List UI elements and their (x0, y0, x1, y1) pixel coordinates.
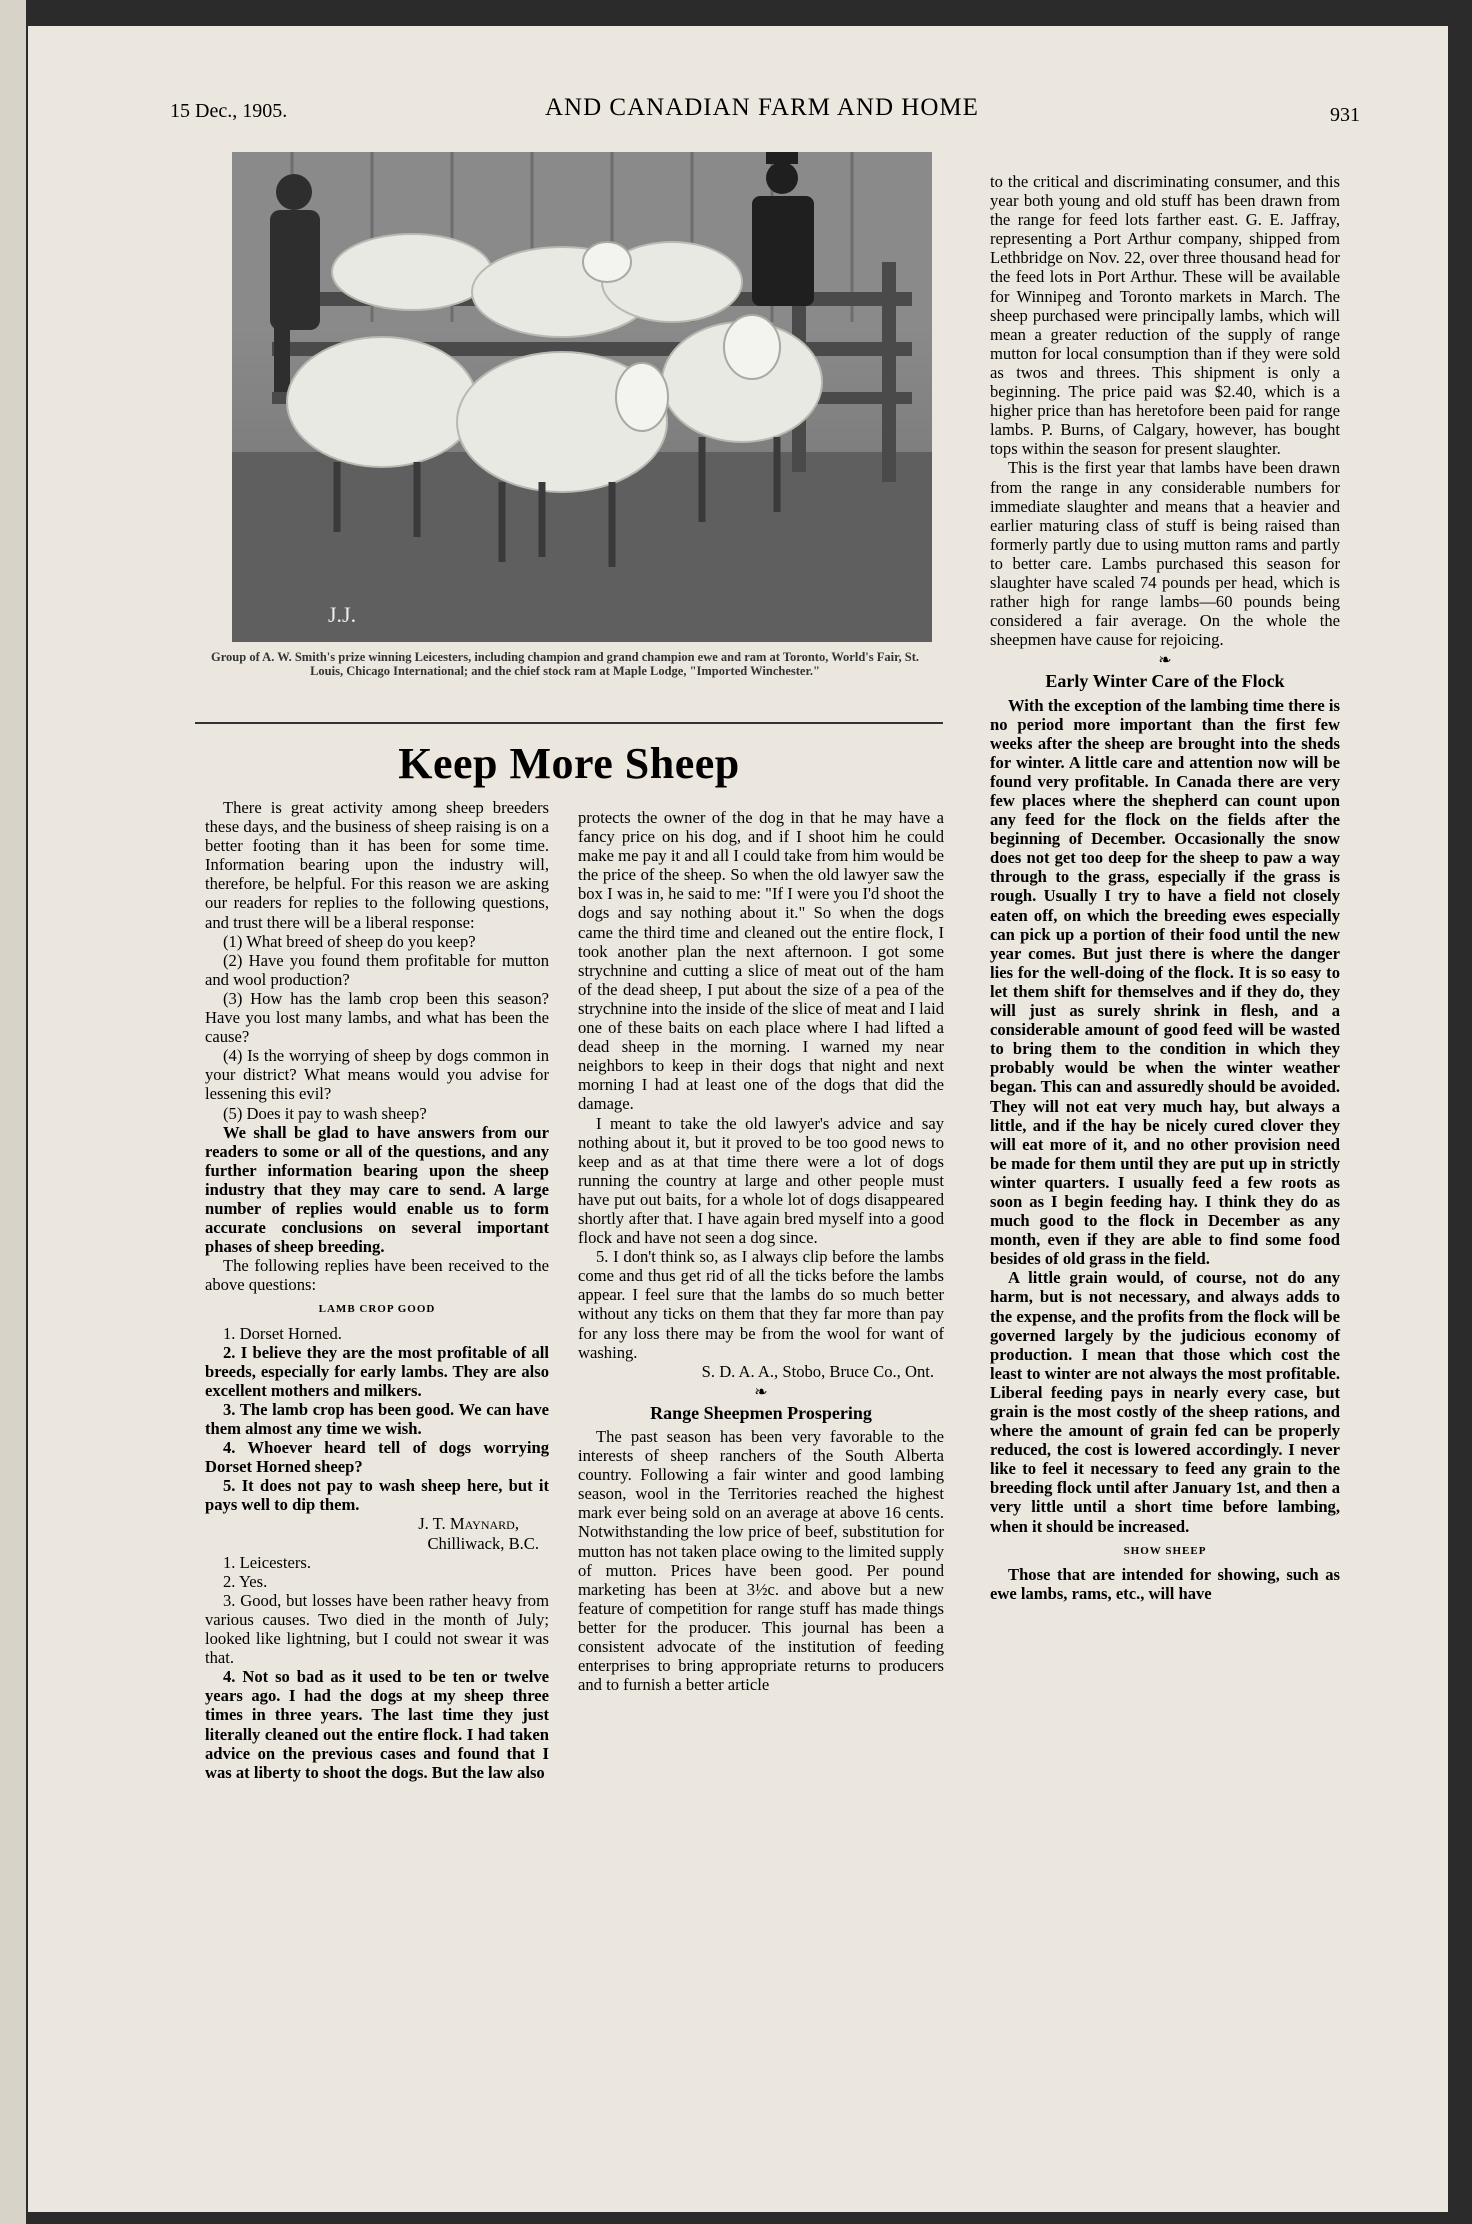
question-3: (3) How has the lamb crop been this season? Have you lost many lambs, and what has been the cause? (205, 988, 549, 1047)
page-header (170, 88, 1360, 128)
photo-caption: Group of A. W. Smith's prize winning Leicesters, including champion and grand champion ewe and ram at Toronto, World's Fair, St. Louis, Chicago International; and the chief stock ram at Maple Lodge, "Imported Winchester." (211, 650, 919, 678)
heading-early-winter: Early Winter Care of the Flock (1045, 671, 1285, 692)
signature-maynard-place: Chilliwack, B.C. (427, 1533, 539, 1553)
question-2: (2) Have you found them profitable for mutton and wool production? (205, 950, 549, 989)
adjacent-page-edge (0, 0, 26, 2224)
column-3-top (990, 172, 1340, 1603)
reply-1-answer-5: 5. It does not pay to wash sheep here, but it pays well to dip them. (205, 1476, 549, 1515)
divider-rule (195, 722, 943, 724)
ornament-divider: ❧ (754, 1383, 768, 1401)
winter-care-paragraph: With the exception of the lambing time there is no period more important than the first few weeks after the sheep are brought into the sheds for winter. A little care and attention now will be found very profitable. In Canada there are very few places where the shepherd can count upon any feed for the flock on the fields after the beginning of December. Occasionally the snow does not get too deep for the sheep to paw a way through to the grass, especially if the grass is rough. Usually I try to have a field not closely eaten off, on which the breeding ewes especially can pick up a portion of their food until the new year comes. But just there is where the danger lies for the well-doing of the flock. It is so easy to let them shift for themselves and if they do, they will just as surely shrink in flesh, and a considerable amount of good feed will be wasted to bring them to the condition in which they probably would be when the winter weather began. This can and assuredly should be avoided. They will not eat very much hay, but always a little, and if the hay be nicely cured clover they will eat more of it, and no other provision need be made for them until they are put up in strictly winter quarters. I usually feed a few roots as soon as I begin feeding hay. I think they do as much good to the flock in December as any month, even if they are able to find some food besides of old grass in the field. (990, 695, 1340, 1269)
signature-maynard-name: J. T. Maynard, (418, 1514, 519, 1534)
publication-title: AND CANADIAN FARM AND HOME (545, 94, 979, 121)
question-5: (5) Does it pay to wash sheep? (223, 1103, 427, 1123)
appeal-paragraph: We shall be glad to have answers from our readers to some or all of the questions, and any further information bearing upon the sheep industry that they may care to send. A large number of replies would enable us to form accurate conclusions on several important phases of sheep breeding. (205, 1122, 549, 1257)
washing-paragraph: 5. I don't think so, as I always clip before the lambs come and thus get rid of all the ticks before the lambs appear. I feel sure that the lambs do so much better without any ticks on them that they far more than pay for any loss there may be from the wool for want of washing. (578, 1247, 944, 1362)
show-sheep-paragraph: Those that are intended for showing, such as ewe lambs, rams, etc., will have (990, 1564, 1340, 1603)
reply-1-answer-2: 2. I believe they are the most profitable of all breeds, especially for early lambs. They are also excellent mothers and milkers. (205, 1342, 549, 1400)
photo-initials: J.J. (328, 602, 357, 627)
lawyer-advice-paragraph: I meant to take the old lawyer's advice and say nothing about it, but it proved to be too good news to keep and as at that time there were a lot of dogs running the country at large and other people must have put out baits, for a whole lot of dogs disappeared shortly after that. I have again bred myself into a good flock and have not seen a dog since. (578, 1113, 944, 1248)
intro-paragraph: There is great activity among sheep breeders these days, and the business of sheep raising is on a better footing than it has been for some time. Information bearing upon the industry will, therefore, be helpful. For this reason we are asking our readers for replies to the following questions, and trust there will be a liberal response: (205, 798, 549, 932)
reply-2-answer-1: 1. Leicesters. (223, 1552, 312, 1572)
reply-2-answer-3: 3. Good, but losses have been rather heavy from various causes. Two died in the month of July; looked like lightning, but I could not swear it was that. (205, 1590, 549, 1668)
issue-date: 15 Dec., 1905. (170, 100, 288, 122)
lambs-drawn-paragraph: This is the first year that lambs have been drawn from the range in any considerable numbers for immediate slaughter and means that a heavier and earlier maturing class of stuff is being raised than formerly partly due to using mutton rams and partly to better care. Lambs purchased this season for slaughter have scaled 74 pounds per head, which is rather high for range lambs—60 pounds being considered a fair average. On the whole the sheepmen have cause for rejoicing. (990, 458, 1340, 650)
reply-2-answer-2: 2. Yes. (223, 1571, 268, 1591)
signature-sdaa: S. D. A. A., Stobo, Bruce Co., Ont. (701, 1361, 934, 1381)
question-1: (1) What breed of sheep do you keep? (223, 931, 476, 951)
heading-range-sheepmen: Range Sheepmen Prospering (650, 1402, 872, 1423)
ornament-divider-2: ❧ (1158, 652, 1172, 670)
reply-1-answer-3: 3. The lamb crop has been good. We can have them almost any time we wish. (205, 1399, 549, 1438)
range-continued-paragraph: to the critical and discriminating consumer, and this year both young and old stuff has been drawn from the range for feed lots farther east. G. E. Jaffray, representing a Port Arthur company, shipped from Lethbridge on Nov. 22, over three thousand head for the feed lots in Port Arthur. These will be available for Winnipeg and Toronto markets in March. The sheep purchased were principally lambs, which will mean a greater reduction of the supply of range mutton for local consumption than if they were sold as twos and threes. This shipment is only a beginning. The price paid was $2.40, which is a higher price than has heretofore been paid for range lambs. P. Burns, of Calgary, however, has bought tops within the season for present slaughter. (990, 172, 1340, 459)
sheep-photograph (232, 152, 932, 642)
column-2 (578, 808, 944, 1694)
reply-1-answer-4: 4. Whoever heard tell of dogs worrying Dorset Horned sheep? (205, 1438, 549, 1477)
following-paragraph: The following replies have been received to the above questions: (205, 1256, 549, 1295)
question-4: (4) Is the worrying of sheep by dogs common in your district? What means would you advise for lessening this evil? (205, 1046, 549, 1104)
range-paragraph: The past season has been very favorable to the interests of sheep ranchers of the South Alberta country. Following a fair winter and good lambing season, wool in the Territories reached the highest mark ever being sold on an average at above 16 cents. Notwithstanding the low price of beef, substitution for mutton has not taken place owing to the limited supply of mutton. Prices have been good. Per pound marketing has been at 3½c. and above but a new feature of competition for range stuff has made things better for the producer. This journal has been a consistent advocate of the institution of feeding enterprises to bring appropriate returns to producers and to furnish a better article (578, 1427, 944, 1695)
column-1 (205, 798, 549, 1782)
subhead-lamb-crop: LAMB CROP GOOD (318, 1303, 436, 1316)
reply-2-answer-4: 4. Not so bad as it used to be ten or twelve years ago. I had the dogs at my sheep three times in three years. The last time they just literally cleaned out the entire flock. I had taken advice on the previous cases and found that I was at liberty to shoot the dogs. But the law also (205, 1667, 549, 1782)
reply-1-answer-1: 1. Dorset Horned. (223, 1323, 342, 1343)
grain-paragraph: A little grain would, of course, not do any harm, but is not necessary, and always adds to the expense, and the profits from the flock will be governed largely by the judicious economy of production. I mean that those which cost the least to winter are not always the most profitable. Liberal feeding pays in nearly every case, but grain is the most costly of the sheep rations, and where the amount of grain fed can be properly reduced, the cost is lowered accordingly. I never like to feel it necessary to feed any grain to the breeding flock until after January 1st, and then a very little until a short time before lambing, when it should be increased. (990, 1268, 1340, 1536)
page-number: 931 (1330, 104, 1360, 126)
subhead-show-sheep: SHOW SHEEP (1123, 1544, 1207, 1557)
dog-story-paragraph: protects the owner of the dog in that he may have a fancy price on his dog, and if I shoot him he could make me pay it and all I could take from him would be the price of the sheep. So when the old lawyer saw the box I was in, he said to me: "If I were you I'd shoot the dogs and say nothing about it." So when the dogs came the third time and cleaned out the entire flock, I took another plan the next afternoon. I got some strychnine and cutting a slice of meat out of the ham of the dead sheep, I put about the size of a pea of the strychnine into the inside of the slice of meat and I laid one of these baits on each place where I had lifted a dead sheep in the morning. I warned my near neighbors to keep in their dogs that night and next morning I had at least one of the dogs that did the damage. (578, 808, 944, 1114)
article-title: Keep More Sheep (398, 739, 740, 788)
